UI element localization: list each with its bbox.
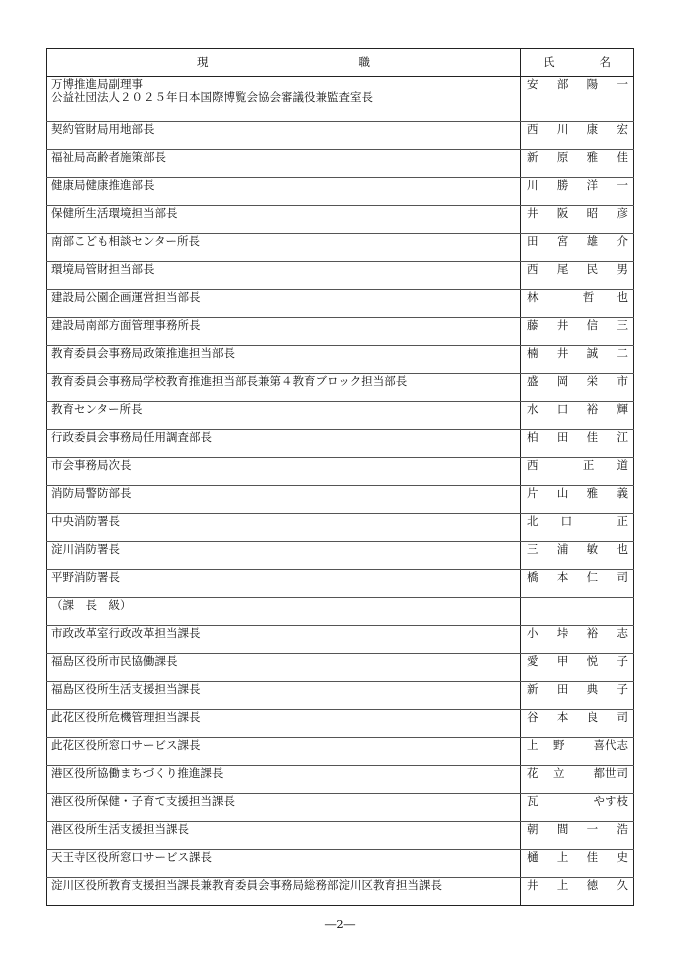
table-row (47, 262, 634, 290)
name-char: 子 (616, 654, 628, 668)
post-text: 淀川区役所教育支援担当課長兼教育委員会事務局総務部淀川区教育担当課長 (51, 878, 442, 892)
name-char: 上 (556, 850, 569, 864)
name-char: 喜代志 (593, 738, 628, 752)
post-text: 天王寺区役所窓口サービス課長 (51, 850, 212, 864)
name-char: 悦 (586, 654, 599, 668)
name-char: 田 (556, 682, 569, 696)
post-text: 港区役所協働まちづくり推進課長 (51, 766, 224, 780)
name-cell (521, 822, 634, 850)
name-char: 正 (582, 458, 595, 472)
name-char: 敏 (586, 542, 599, 556)
post-cell (47, 570, 521, 598)
post-text: 中央消防署長 (51, 514, 120, 528)
post-text: 契約管財局用地部長 (51, 122, 155, 136)
post-cell (47, 626, 521, 654)
name-char: 本 (556, 570, 569, 584)
name-cell (521, 514, 634, 542)
name-char: 新 (527, 682, 539, 696)
name-char: 瓦 (527, 794, 539, 808)
name-char: 川 (556, 122, 569, 136)
post-cell (47, 682, 521, 710)
post-text: （課 長 級） (51, 598, 132, 612)
name-cell (521, 458, 634, 486)
name-char: 北 (527, 514, 539, 528)
post-text: 保健所生活環境担当部長 (51, 206, 178, 220)
name-cell (521, 850, 634, 878)
name-cell (521, 374, 634, 402)
name-char: 道 (616, 458, 628, 472)
post-text: 環境局管財担当部長 (51, 262, 155, 276)
name-char: 二 (616, 346, 628, 360)
post-cell (47, 346, 521, 374)
name-char: 市 (616, 374, 628, 388)
name-char: 小 (527, 626, 539, 640)
post-cell (47, 290, 521, 318)
post-cell (47, 738, 521, 766)
name-cell (521, 570, 634, 598)
name-char: 三 (527, 542, 539, 556)
table-row (47, 206, 634, 234)
name-char: 上 (527, 738, 539, 752)
table-row (47, 570, 634, 598)
table-row (47, 318, 634, 346)
name-char: 川 (527, 178, 539, 192)
name-char: 佳 (586, 430, 599, 444)
post-text: 市会事務局次長 (51, 458, 132, 472)
name-char: 樋 (527, 850, 539, 864)
name-cell (521, 794, 634, 822)
table-row (47, 374, 634, 402)
name-char: 朝 (527, 822, 539, 836)
post-cell (47, 178, 521, 206)
name-char: 典 (586, 682, 599, 696)
name-cell (521, 206, 634, 234)
table-row (47, 850, 634, 878)
name-char: 水 (527, 402, 539, 416)
post-text: 港区役所保健・子育て支援担当課長 (51, 794, 235, 808)
name-char: 野 (553, 738, 565, 752)
name-char: 康 (586, 122, 599, 136)
name-char: 民 (586, 262, 599, 276)
post-cell (47, 318, 521, 346)
name-char: 原 (556, 150, 569, 164)
name-cell (521, 234, 634, 262)
post-text: 教育委員会事務局学校教育推進担当部長兼第４教育ブロック担当部長 (51, 374, 408, 388)
post-cell (47, 794, 521, 822)
name-cell (521, 738, 634, 766)
post-text: 平野消防署長 (51, 570, 120, 584)
name-cell (521, 878, 634, 906)
name-char: 垰 (556, 626, 569, 640)
name-char: 哲 (582, 290, 595, 304)
name-cell (521, 318, 634, 346)
name-char: 部 (556, 77, 569, 91)
name-char: 裕 (586, 626, 599, 640)
name-char: 雅 (586, 486, 599, 500)
post-text: 南部こども相談センター所長 (51, 234, 201, 248)
table-row (47, 458, 634, 486)
post-cell (47, 206, 521, 234)
table-row (47, 290, 634, 318)
page-number: ―2― (324, 917, 356, 931)
name-char: 義 (616, 486, 628, 500)
name-char: 林 (527, 290, 539, 304)
name-char: 也 (616, 542, 628, 556)
name-char: 裕 (586, 402, 599, 416)
name-char: 男 (616, 262, 628, 276)
post-text: 行政委員会事務局任用調査部長 (51, 430, 212, 444)
name-char: 佳 (616, 150, 628, 164)
table-row (47, 878, 634, 906)
name-cell (521, 766, 634, 794)
post-cell (47, 77, 521, 122)
table-row (47, 542, 634, 570)
table-row (47, 402, 634, 430)
name-char: 花 (527, 766, 539, 780)
name-char: 司 (616, 570, 628, 584)
name-char: 正 (616, 514, 628, 528)
name-char: 徳 (586, 878, 599, 892)
name-char: 井 (556, 346, 569, 360)
name-char: 史 (616, 850, 628, 864)
table-row (47, 122, 634, 150)
name-char: 柏 (527, 430, 539, 444)
name-cell (521, 290, 634, 318)
personnel-table (46, 48, 634, 906)
name-char: 西 (527, 262, 539, 276)
table-row (47, 346, 634, 374)
name-cell (521, 626, 634, 654)
table-row (47, 682, 634, 710)
name-char: 良 (586, 710, 599, 724)
post-cell (47, 766, 521, 794)
table-row (47, 654, 634, 682)
post-cell (47, 542, 521, 570)
post-cell (47, 234, 521, 262)
name-char: 安 (527, 77, 539, 91)
name-char: 陽 (586, 77, 599, 91)
post-cell (47, 822, 521, 850)
table-row (47, 766, 634, 794)
name-char: 本 (556, 710, 569, 724)
name-char: 栄 (586, 374, 599, 388)
name-cell (521, 346, 634, 374)
table-row (47, 738, 634, 766)
name-char: 浩 (616, 822, 628, 836)
name-cell (521, 122, 634, 150)
post-cell (47, 598, 521, 626)
name-char: 田 (556, 430, 569, 444)
table-row (47, 514, 634, 542)
name-char: 阪 (556, 206, 569, 220)
name-char: 口 (556, 402, 569, 416)
table-row (47, 150, 634, 178)
name-char: 盛 (527, 374, 539, 388)
header-name-char: 氏 (543, 54, 555, 69)
post-text: 福島区役所生活支援担当課長 (51, 682, 201, 696)
name-char: 久 (616, 878, 628, 892)
name-char: 仁 (586, 570, 599, 584)
post-cell (47, 374, 521, 402)
name-char: 一 (616, 77, 628, 91)
name-char: 新 (527, 150, 539, 164)
name-cell (521, 430, 634, 458)
name-char: 都世司 (593, 766, 628, 780)
post-cell (47, 150, 521, 178)
name-char: 愛 (527, 654, 539, 668)
name-char: 彦 (616, 206, 628, 220)
post-text: 建設局公園企画運営担当部長 (51, 290, 201, 304)
name-char: 西 (527, 122, 539, 136)
header-name-char: 名 (599, 54, 611, 69)
table-row (47, 486, 634, 514)
name-char: 西 (527, 458, 539, 472)
name-char: 楠 (527, 346, 539, 360)
name-char: 一 (586, 822, 599, 836)
post-cell (47, 458, 521, 486)
post-text: 福祉局高齢者施策部長 (51, 150, 166, 164)
post-text: 福島区役所市民協働課長 (51, 654, 178, 668)
name-char: 岡 (556, 374, 569, 388)
name-cell (521, 682, 634, 710)
name-char: 間 (556, 822, 569, 836)
post-cell (47, 710, 521, 738)
table-row (47, 626, 634, 654)
post-cell (47, 514, 521, 542)
name-cell (521, 598, 634, 626)
name-char: 口 (560, 514, 573, 528)
name-cell (521, 542, 634, 570)
name-char: 勝 (556, 178, 569, 192)
name-cell (521, 654, 634, 682)
post-text: 港区役所生活支援担当課長 (51, 822, 189, 836)
name-char: 谷 (527, 710, 539, 724)
name-char: 片 (527, 486, 539, 500)
post-text: 此花区役所危機管理担当課長 (51, 710, 201, 724)
name-cell (521, 77, 634, 122)
name-char: 浦 (556, 542, 569, 556)
name-cell (521, 150, 634, 178)
post-cell (47, 402, 521, 430)
name-char: 橋 (527, 570, 539, 584)
name-char: 上 (556, 878, 569, 892)
name-char: やす枝 (593, 794, 628, 808)
name-char: 昭 (586, 206, 599, 220)
name-char: 雅 (586, 150, 599, 164)
name-char: 江 (616, 430, 628, 444)
post-cell (47, 486, 521, 514)
name-cell (521, 262, 634, 290)
name-char: 誠 (586, 346, 599, 360)
name-char: 一 (616, 178, 628, 192)
post-cell (47, 878, 521, 906)
name-char: 尾 (556, 262, 569, 276)
name-char: 介 (616, 234, 628, 248)
name-char: 井 (556, 318, 569, 332)
name-char: 志 (616, 626, 628, 640)
name-cell (521, 178, 634, 206)
post-cell (47, 654, 521, 682)
post-text: 万博推進局副理事 (51, 77, 143, 91)
table-row (47, 430, 634, 458)
post-text: 此花区役所窓口サービス課長 (51, 738, 201, 752)
name-char: 藤 (527, 318, 539, 332)
name-cell (521, 486, 634, 514)
name-char: 雄 (586, 234, 599, 248)
post-text: 公益社団法人２０２５年日本国際博覧会協会審議役兼監査室長 (51, 90, 373, 105)
name-char: 甲 (556, 654, 569, 668)
post-text: 建設局南部方面管理事務所長 (51, 318, 201, 332)
table-header (47, 49, 634, 77)
name-cell (521, 710, 634, 738)
post-text: 消防局警防部長 (51, 486, 132, 500)
post-text: 教育委員会事務局政策推進担当部長 (51, 346, 235, 360)
name-char: 立 (553, 766, 565, 780)
post-text: 淀川消防署長 (51, 542, 120, 556)
table-row (47, 234, 634, 262)
header-post (47, 49, 521, 77)
name-char: 井 (527, 206, 539, 220)
name-char: 宮 (556, 234, 569, 248)
post-text: 市政改革室行政改革担当課長 (51, 626, 201, 640)
name-char: 三 (616, 318, 628, 332)
table-row (47, 178, 634, 206)
header-post-char: 職 (358, 54, 370, 69)
name-char: 信 (586, 318, 599, 332)
name-char: 洋 (586, 178, 599, 192)
section-row (47, 598, 634, 626)
name-char: 司 (616, 710, 628, 724)
name-char: 井 (527, 878, 539, 892)
header-post-char: 現 (197, 54, 209, 69)
table-row (47, 77, 634, 122)
name-char: 山 (556, 486, 569, 500)
post-cell (47, 850, 521, 878)
table-body (47, 77, 634, 906)
table-row (47, 794, 634, 822)
post-cell (47, 262, 521, 290)
header-name (521, 49, 634, 77)
name-char: 子 (616, 682, 628, 696)
name-char: 田 (527, 234, 539, 248)
name-char: 宏 (616, 122, 628, 136)
table-row (47, 822, 634, 850)
post-cell (47, 430, 521, 458)
post-text: 健康局健康推進部長 (51, 178, 155, 192)
name-cell (521, 402, 634, 430)
name-char: 輝 (616, 402, 628, 416)
post-text: 教育センター所長 (51, 402, 143, 416)
name-char: 佳 (586, 850, 599, 864)
table-row (47, 710, 634, 738)
name-char: 也 (616, 290, 628, 304)
post-cell (47, 122, 521, 150)
